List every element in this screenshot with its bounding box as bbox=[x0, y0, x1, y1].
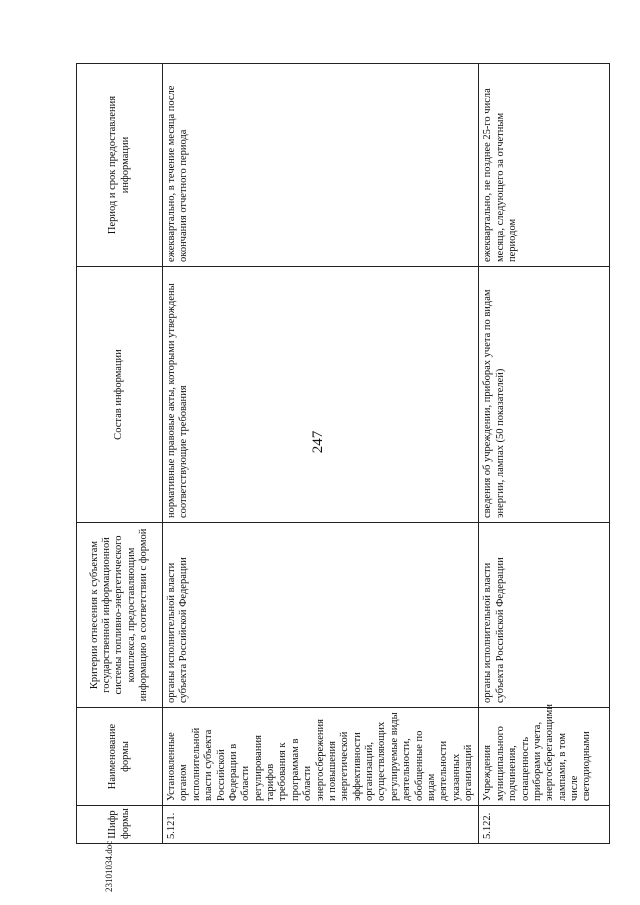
rotated-table-container bbox=[76, 64, 593, 844]
row-name: Учреждения муниципального подчинения, оснащенность приборами учета, энергосберегающими лампами, в том числе светодиодными bbox=[479, 708, 610, 806]
document-table-wrapper bbox=[76, 64, 593, 844]
table-header-row bbox=[77, 64, 163, 844]
table-row bbox=[163, 64, 479, 844]
row-code: 5.121. bbox=[163, 806, 479, 844]
row-criteria: органы исполнительной власти субъекта Российской Федерации bbox=[163, 523, 479, 708]
row-content: сведения об учреждении, приборах учета по видам энергии, лампах (50 показателей) bbox=[479, 267, 610, 523]
header-code: Шифр формы bbox=[77, 806, 163, 844]
row-content: нормативные правовые акты, которыми утверждены соответствующие требования bbox=[163, 267, 479, 523]
forms-table bbox=[76, 63, 610, 844]
header-period: Период и срок предоставления информации bbox=[77, 64, 163, 267]
header-criteria: Критерии отнесения к субъектам государственной информационной системы топливно-энергетического комплекса, предоставляющим информацию в соответствии с формой bbox=[77, 523, 163, 708]
row-period: ежеквартально, не позднее 25-го числа месяца, следующего за отчетным периодом bbox=[479, 64, 610, 267]
header-content: Состав информации bbox=[77, 267, 163, 523]
page-number: 247 bbox=[310, 430, 326, 454]
header-name: Наименование формы bbox=[77, 708, 163, 806]
row-period: ежеквартально, в течение месяца после окончания отчетного периода bbox=[163, 64, 479, 267]
document-file-code: 23101034.doc bbox=[104, 840, 114, 892]
row-criteria: органы исполнительной власти субъекта Российской Федерации bbox=[479, 523, 610, 708]
table-row bbox=[479, 64, 610, 844]
row-code: 5.122. bbox=[479, 806, 610, 844]
row-name: Установленные органом исполнительной власти субъекта Российской Федерации в области регулирования тарифов требования к программам в области энергосбережения и повышения энергетической эффективности организаций, осуществляющих регулируемые виды деятельности, обобщенные по видам деятельности указанных организаций bbox=[163, 708, 479, 806]
